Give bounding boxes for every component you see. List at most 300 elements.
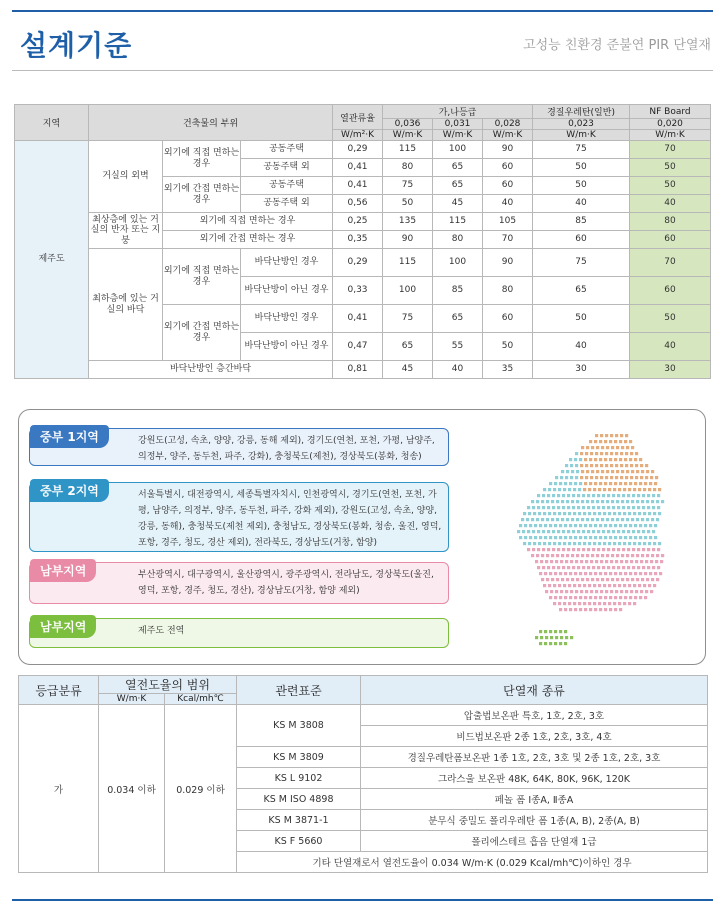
value-cell: 100 xyxy=(433,249,483,277)
map-dot xyxy=(629,596,632,599)
map-dot xyxy=(624,458,627,461)
map-dot xyxy=(630,464,633,467)
map-dot xyxy=(632,566,635,569)
map-dot xyxy=(619,608,622,611)
map-dot xyxy=(592,506,595,509)
map-dot-jeju xyxy=(549,642,552,645)
map-dot xyxy=(552,530,555,533)
map-dot xyxy=(576,518,579,521)
map-dot xyxy=(652,566,655,569)
map-dot xyxy=(569,596,572,599)
map-dot-jeju xyxy=(550,636,553,639)
header-unit-wmk: W/m·K xyxy=(99,694,165,705)
cond-heated: 바닥난방인 경우 xyxy=(241,249,333,277)
map-dot xyxy=(628,602,631,605)
map-dot xyxy=(597,494,600,497)
map-dot xyxy=(656,554,659,557)
page-header xyxy=(0,0,725,76)
map-dot xyxy=(654,572,657,575)
map-dot xyxy=(597,548,600,551)
insulation-type: 페놀 폼 Ⅰ종A, Ⅱ종A xyxy=(361,789,708,810)
map-dot xyxy=(546,500,549,503)
map-dot xyxy=(594,524,597,527)
nf-value-cell: 60 xyxy=(630,277,711,305)
value-cell: 50 xyxy=(533,305,630,333)
zone-description: 제주도 전역 xyxy=(138,626,185,636)
map-dot xyxy=(591,554,594,557)
value-cell: 90 xyxy=(483,249,533,277)
map-dot xyxy=(581,446,584,449)
map-dot xyxy=(631,578,634,581)
map-dot xyxy=(517,530,520,533)
cond-not-heated: 바닥난방이 아닌 경우 xyxy=(241,277,333,305)
map-dot xyxy=(594,596,597,599)
map-dot xyxy=(564,524,567,527)
cond-non-apt: 공동주택 외 xyxy=(241,195,333,213)
map-dot xyxy=(538,542,541,545)
map-dot-jeju xyxy=(564,642,567,645)
nf-value-cell: 70 xyxy=(630,249,711,277)
map-dot xyxy=(535,560,538,563)
map-dot xyxy=(656,518,659,521)
map-dot xyxy=(599,536,602,539)
map-dot xyxy=(603,488,606,491)
map-dot xyxy=(596,578,599,581)
map-dot xyxy=(651,470,654,473)
map-dot xyxy=(598,542,601,545)
map-dot xyxy=(591,470,594,473)
map-dot xyxy=(552,566,555,569)
map-dot xyxy=(546,518,549,521)
map-dot xyxy=(626,500,629,503)
value-cell: 115 xyxy=(433,213,483,231)
value-cell: 75 xyxy=(533,249,630,277)
map-dot xyxy=(631,470,634,473)
map-dot xyxy=(626,578,629,581)
map-dot xyxy=(634,572,637,575)
map-dot xyxy=(570,590,573,593)
map-dot xyxy=(635,452,638,455)
zone-central-2 xyxy=(29,482,449,552)
map-dot xyxy=(559,572,562,575)
map-dot xyxy=(651,518,654,521)
map-dot xyxy=(595,560,598,563)
map-dot xyxy=(562,566,565,569)
header-part: 건축물의 부위 xyxy=(89,105,333,141)
map-dot xyxy=(570,560,573,563)
map-dot xyxy=(645,476,648,479)
map-dot xyxy=(548,512,551,515)
map-dot xyxy=(586,554,589,557)
map-dot xyxy=(613,602,616,605)
map-dot xyxy=(557,494,560,497)
map-dot xyxy=(573,584,576,587)
map-dot xyxy=(604,608,607,611)
map-dot xyxy=(619,458,622,461)
map-dot xyxy=(521,518,524,521)
unit-cell: W/m·K xyxy=(383,130,433,141)
map-dot xyxy=(575,560,578,563)
value-cell: 0,29 xyxy=(333,141,383,159)
map-dot xyxy=(596,554,599,557)
map-dot xyxy=(608,602,611,605)
map-dot xyxy=(572,494,575,497)
map-dot xyxy=(646,500,649,503)
map-dot xyxy=(603,512,606,515)
map-dot xyxy=(600,434,603,437)
map-dot-jeju xyxy=(545,636,548,639)
map-dot xyxy=(610,434,613,437)
page-title: 설계기준 xyxy=(20,29,133,62)
map-dot-jeju xyxy=(555,636,558,639)
map-dot xyxy=(547,548,550,551)
map-dot xyxy=(639,482,642,485)
map-dot xyxy=(549,536,552,539)
map-dot-jeju xyxy=(570,636,573,639)
cond-non-apt: 공동주택 외 xyxy=(241,159,333,177)
map-dot-jeju xyxy=(564,630,567,633)
unit-cell: W/m·K xyxy=(483,130,533,141)
map-dot xyxy=(638,512,641,515)
map-dot xyxy=(610,452,613,455)
map-dot xyxy=(537,548,540,551)
map-dot xyxy=(608,542,611,545)
map-dot xyxy=(653,584,656,587)
map-dot xyxy=(557,530,560,533)
map-dot xyxy=(621,554,624,557)
map-dot-jeju xyxy=(544,630,547,633)
map-dot xyxy=(551,518,554,521)
map-dot xyxy=(616,500,619,503)
map-dot xyxy=(559,536,562,539)
map-dot xyxy=(620,434,623,437)
map-dot xyxy=(573,488,576,491)
map-dot xyxy=(610,476,613,479)
map-dot xyxy=(639,572,642,575)
map-dot xyxy=(553,602,556,605)
region-jeju: 제주도 xyxy=(15,141,89,379)
map-dot xyxy=(555,476,558,479)
map-dot xyxy=(588,512,591,515)
zone-description: 서울특별시, 대전광역시, 세종특별자치시, 인천광역시, 경기도(연천, 포천, 가평, 남양주, 의정부, 양주, 동두천, 파주, 강화 제외), 강원도(고성, 속초, 양양, 강릉, 동해), 충청북도(제천 제외), 충청남도, 경상북도(봉화, 청송, 울진, 영덕, 포항, 경주, 청도, 경산 제외), 전라북도, 경상남도(거창, 함양) xyxy=(138,490,442,548)
map-dot xyxy=(609,440,612,443)
map-dot xyxy=(537,506,540,509)
map-dot-jeju xyxy=(549,630,552,633)
map-dot xyxy=(588,542,591,545)
map-dot xyxy=(589,572,592,575)
header-conductivity-range: 열전도율의 범위 xyxy=(99,676,237,694)
insulation-type: 경질우레탄폼보온판 1종 1호, 2호, 3호 및 2종 1호, 2호, 3호 xyxy=(361,747,708,768)
table-row xyxy=(15,249,711,277)
map-dot xyxy=(585,590,588,593)
cond-apt: 공동주택 xyxy=(241,141,333,159)
map-dot xyxy=(623,542,626,545)
map-dot xyxy=(649,482,652,485)
map-dot xyxy=(564,536,567,539)
map-dot xyxy=(579,596,582,599)
zone-tag: 남부지역 xyxy=(30,615,96,638)
nf-value-cell: 50 xyxy=(630,177,711,195)
map-dot xyxy=(541,578,544,581)
map-dot xyxy=(571,518,574,521)
map-dot xyxy=(566,500,569,503)
map-dot xyxy=(574,572,577,575)
map-dot xyxy=(578,542,581,545)
map-dot xyxy=(553,584,556,587)
map-dot xyxy=(609,608,612,611)
map-dot xyxy=(643,584,646,587)
map-dot xyxy=(645,464,648,467)
map-dot xyxy=(624,596,627,599)
group-living-wall: 거실의 외벽 xyxy=(89,141,163,213)
map-dot xyxy=(622,548,625,551)
map-dot xyxy=(595,434,598,437)
group-floor: 최하층에 있는 거실의 바닥 xyxy=(89,249,163,361)
value-cell: 65 xyxy=(533,277,630,305)
map-dot xyxy=(596,470,599,473)
value-cell: 0,41 xyxy=(333,159,383,177)
map-dot xyxy=(582,530,585,533)
map-dot xyxy=(624,572,627,575)
map-dot xyxy=(621,500,624,503)
unit-cell: W/m·K xyxy=(533,130,630,141)
table-row xyxy=(15,213,711,231)
map-dot xyxy=(631,554,634,557)
jeju-standard-table xyxy=(14,104,711,379)
map-dot xyxy=(654,536,657,539)
map-dot xyxy=(576,554,579,557)
map-dot xyxy=(609,536,612,539)
value-cell: 60 xyxy=(483,305,533,333)
nf-value-cell: 80 xyxy=(630,213,711,231)
map-dot xyxy=(597,566,600,569)
map-dot xyxy=(617,548,620,551)
map-dot xyxy=(634,536,637,539)
cond-heated: 바닥난방인 경우 xyxy=(241,305,333,333)
value-cell: 50 xyxy=(533,177,630,195)
map-dot xyxy=(556,554,559,557)
map-dot xyxy=(614,524,617,527)
grade-standard-table xyxy=(18,675,708,873)
map-dot xyxy=(648,584,651,587)
standard-ks-m-iso-4898: KS M ISO 4898 xyxy=(237,789,361,810)
map-dot xyxy=(636,518,639,521)
zone-tag: 중부 1지역 xyxy=(30,425,109,448)
map-dot xyxy=(585,464,588,467)
map-dot xyxy=(593,602,596,605)
map-dot xyxy=(578,488,581,491)
value-cell: 50 xyxy=(383,195,433,213)
map-dot xyxy=(640,590,643,593)
map-dot xyxy=(600,452,603,455)
nf-value-cell: 50 xyxy=(630,305,711,333)
map-dot xyxy=(548,488,551,491)
map-dot-jeju xyxy=(560,636,563,639)
map-dot xyxy=(582,548,585,551)
map-dot xyxy=(563,488,566,491)
map-dot xyxy=(611,518,614,521)
map-dot xyxy=(630,452,633,455)
map-dot xyxy=(562,494,565,497)
map-dot xyxy=(614,572,617,575)
map-dot xyxy=(628,488,631,491)
map-dot xyxy=(634,482,637,485)
map-dot xyxy=(632,506,635,509)
map-dot xyxy=(542,548,545,551)
map-dot xyxy=(559,608,562,611)
map-dot xyxy=(605,590,608,593)
map-dot xyxy=(615,464,618,467)
map-dot xyxy=(573,602,576,605)
map-dot xyxy=(551,578,554,581)
map-dot xyxy=(604,440,607,443)
zone-south xyxy=(29,562,449,604)
map-dot xyxy=(640,464,643,467)
map-dot xyxy=(650,476,653,479)
map-dot xyxy=(631,446,634,449)
map-dot xyxy=(640,560,643,563)
map-dot xyxy=(592,530,595,533)
map-dot xyxy=(594,482,597,485)
map-dot xyxy=(586,518,589,521)
map-dot xyxy=(657,548,660,551)
range-wmk: 0.034 이하 xyxy=(99,705,165,873)
map-dot xyxy=(591,518,594,521)
map-dot xyxy=(590,464,593,467)
table-row xyxy=(19,705,708,726)
unit-cell: W/m·K xyxy=(433,130,483,141)
map-dot xyxy=(552,494,555,497)
map-dot xyxy=(653,512,656,515)
map-dot xyxy=(612,530,615,533)
map-dot xyxy=(614,458,617,461)
map-dot xyxy=(567,530,570,533)
map-dot xyxy=(549,572,552,575)
map-dot xyxy=(646,554,649,557)
value-cell: 0,41 xyxy=(333,177,383,195)
map-dot xyxy=(629,482,632,485)
map-dot xyxy=(564,482,567,485)
map-dot xyxy=(612,494,615,497)
map-dot xyxy=(563,542,566,545)
map-dot xyxy=(534,536,537,539)
map-dot xyxy=(611,554,614,557)
map-dot xyxy=(633,584,636,587)
map-dot xyxy=(636,500,639,503)
map-dot xyxy=(539,536,542,539)
range-kcal: 0.029 이하 xyxy=(165,705,237,873)
map-dot xyxy=(650,590,653,593)
map-dot xyxy=(620,560,623,563)
map-dot xyxy=(617,506,620,509)
value-cell: 80 xyxy=(433,231,483,249)
map-dot xyxy=(588,602,591,605)
map-dot xyxy=(630,560,633,563)
map-dot xyxy=(625,560,628,563)
map-dot xyxy=(581,518,584,521)
value-cell: 105 xyxy=(483,213,533,231)
map-dot xyxy=(593,488,596,491)
map-dot xyxy=(568,488,571,491)
value-cell: 75 xyxy=(383,177,433,195)
map-dot xyxy=(537,494,540,497)
map-dot xyxy=(657,506,660,509)
map-dot xyxy=(651,554,654,557)
value-cell: 65 xyxy=(383,333,433,361)
value-cell: 135 xyxy=(383,213,433,231)
map-dot xyxy=(620,452,623,455)
map-dot xyxy=(608,512,611,515)
map-dot xyxy=(599,482,602,485)
value-cell: 90 xyxy=(483,141,533,159)
map-dot xyxy=(608,584,611,587)
map-dot xyxy=(522,530,525,533)
value-cell: 60 xyxy=(483,177,533,195)
value-cell: 90 xyxy=(383,231,433,249)
map-dot xyxy=(549,524,552,527)
map-dot xyxy=(627,566,630,569)
map-dot xyxy=(538,512,541,515)
map-dot xyxy=(588,488,591,491)
cond-not-heated: 바닥난방이 아닌 경우 xyxy=(241,333,333,361)
conductivity-cell: 0,031 xyxy=(433,119,483,130)
map-dot xyxy=(564,596,567,599)
map-dot xyxy=(543,488,546,491)
map-dot xyxy=(633,602,636,605)
map-dot xyxy=(601,554,604,557)
map-dot xyxy=(529,536,532,539)
header-urethane: 경질우레탄(일반) xyxy=(533,105,630,119)
map-dot xyxy=(569,482,572,485)
map-dot xyxy=(571,470,574,473)
map-dot xyxy=(657,566,660,569)
header-grade-class: 등급분류 xyxy=(19,676,99,705)
value-cell: 85 xyxy=(533,213,630,231)
map-dot xyxy=(644,596,647,599)
map-dot xyxy=(570,476,573,479)
map-dot xyxy=(594,572,597,575)
map-dot xyxy=(601,500,604,503)
map-dot xyxy=(605,464,608,467)
map-dot xyxy=(626,554,629,557)
map-dot xyxy=(592,548,595,551)
map-dot xyxy=(621,470,624,473)
map-dot xyxy=(648,512,651,515)
map-dot xyxy=(607,494,610,497)
map-dot xyxy=(519,524,522,527)
map-dot xyxy=(554,524,557,527)
map-dot xyxy=(618,602,621,605)
map-dot xyxy=(580,476,583,479)
map-dot xyxy=(583,602,586,605)
map-dot xyxy=(551,500,554,503)
map-dot xyxy=(549,482,552,485)
map-dot xyxy=(607,566,610,569)
map-dot xyxy=(595,464,598,467)
map-dot xyxy=(578,512,581,515)
map-dot xyxy=(556,578,559,581)
map-dot xyxy=(623,602,626,605)
map-dot xyxy=(555,560,558,563)
map-dot xyxy=(647,548,650,551)
map-dot xyxy=(629,458,632,461)
insulation-type: 분무식 중밀도 폴리우레탄 폼 1종(A, B), 2종(A, B) xyxy=(361,810,708,831)
nf-value-cell: 50 xyxy=(630,159,711,177)
map-dot xyxy=(519,536,522,539)
map-dot xyxy=(527,548,530,551)
map-dot xyxy=(640,476,643,479)
map-dot xyxy=(582,494,585,497)
